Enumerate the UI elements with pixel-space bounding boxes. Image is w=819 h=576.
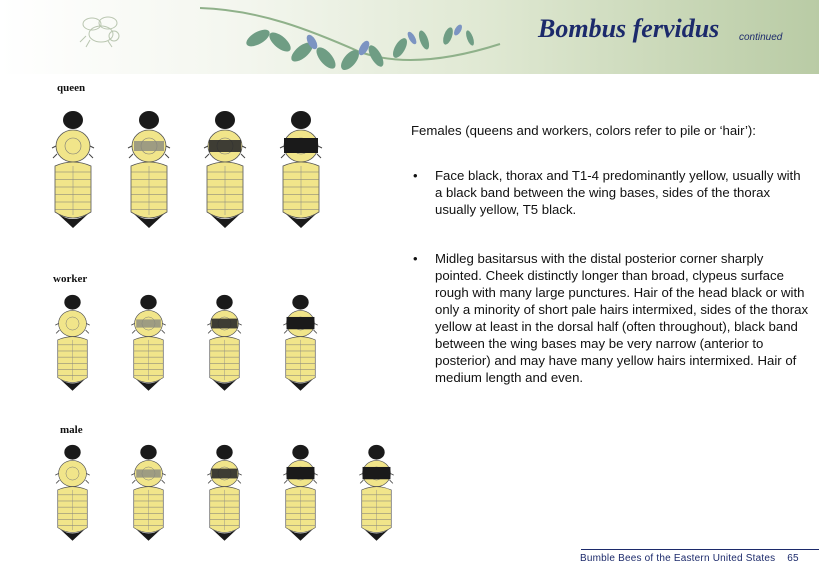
description-item-text: Midleg basitarsus with the distal posterior corner sharply pointed. Cheek distinctly longer than broad, clypeus surface rough with many large punctures. Hair of the head black or with only a minority of short pale hairs intermixed, sides of the thorax yellow at least in the dorsal half (often throughout), black band between the wing bases may be very narrow (anterior to posterior) and may have many yellow hairs intermixed. Hair of medium length and even. — [435, 251, 809, 385]
footer-divider — [581, 549, 819, 550]
description-item-text: Face black, thorax and T1-4 predominantly yellow, usually with a black band between the wing bases, sides of the thorax usually yellow, T5 black. — [435, 168, 801, 217]
footer-book-title: Bumble Bees of the Eastern United States — [580, 553, 776, 564]
bee-diagram-icon — [204, 444, 245, 546]
bee-diagram-icon — [128, 294, 169, 396]
caste-label-worker: worker — [53, 273, 88, 285]
bee-diagram-icon — [356, 444, 397, 546]
bee-diagram-icon — [124, 110, 174, 234]
bee-sketch-icon — [78, 14, 124, 48]
bullet-icon: • — [413, 251, 418, 266]
page-footer — [580, 553, 799, 564]
bullet-icon: • — [413, 168, 418, 183]
bee-diagram-icon — [52, 444, 93, 546]
description-list — [411, 167, 811, 386]
vine-decoration-icon — [200, 0, 510, 74]
caste-label-queen: queen — [57, 82, 86, 94]
description — [411, 122, 811, 418]
bee-diagram-icon — [280, 294, 321, 396]
bee-diagram-icon — [48, 110, 98, 234]
page-subtitle: continued — [739, 32, 783, 43]
page-title: Bombus fervidus — [538, 14, 720, 43]
caste-label-male: male — [60, 424, 83, 436]
description-item — [411, 167, 811, 218]
description-item — [411, 250, 811, 386]
bee-diagram-icon — [200, 110, 250, 234]
footer-page-number: 65 — [787, 553, 799, 564]
bee-diagram-icon — [52, 294, 93, 396]
description-intro: Females (queens and workers, colors refer to pile or ‘hair’): — [411, 123, 756, 138]
bee-diagram-icon — [276, 110, 326, 234]
bee-diagram-icon — [204, 294, 245, 396]
bee-diagram-icon — [128, 444, 169, 546]
bee-diagram-icon — [280, 444, 321, 546]
page-header — [0, 0, 819, 74]
